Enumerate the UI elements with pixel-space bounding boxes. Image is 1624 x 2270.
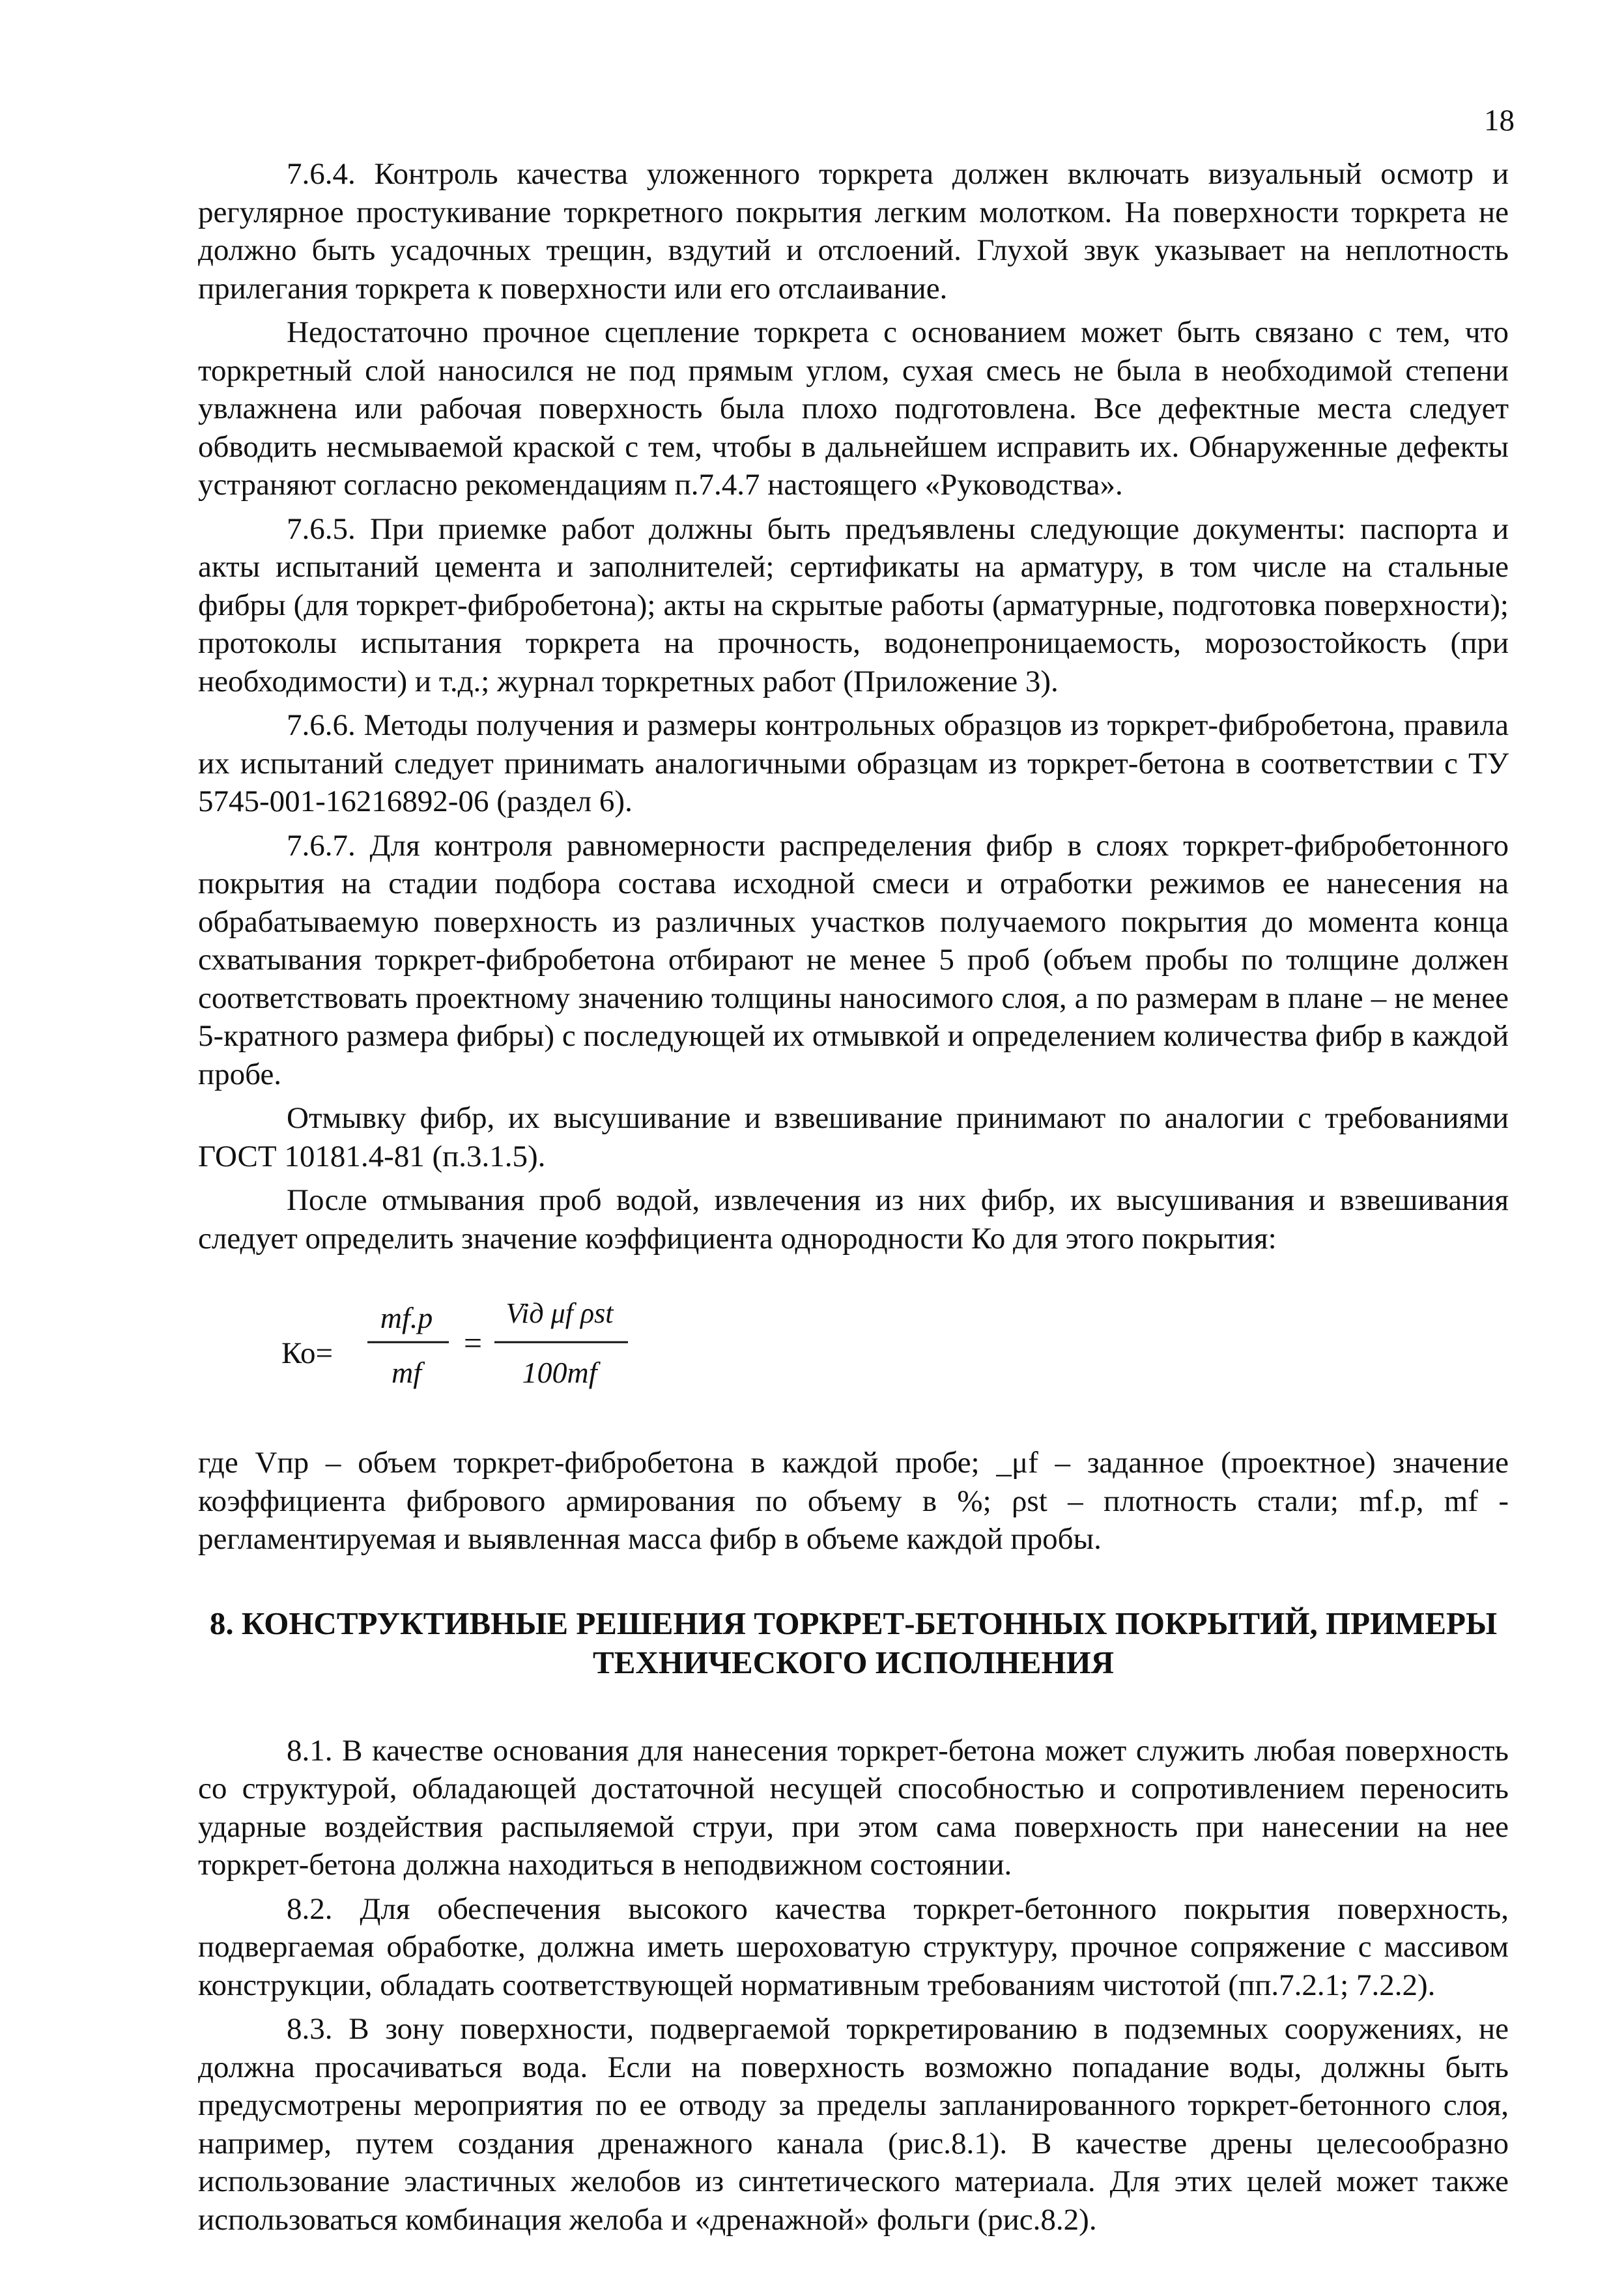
paragraph-7-6-4: 7.6.4. Контроль качества уложенного торкрета должен включать визуальный осмотр и регулярное простукивание торкретного покрытия легким молотком. На поверхности торкрета не должно быть усадочных трещин, вздутий и отслоений. Глухой звук указывает на неплотность прилегания торкрета к поверхности или его отслаивание. <box>198 157 1509 306</box>
paragraph-coefficient: После отмывания проб водой, извлечения из них фибр, их высушивания и взвешивания следует определить значение коэффициента однородности Ко для этого покрытия: <box>198 1183 1509 1256</box>
fraction2-numerator: Viд μf ρst <box>506 1297 614 1329</box>
paragraph-8-3: 8.3. В зону поверхности, подвергаемой торкретированию в подземных сооружениях, не должна просачиваться вода. Если на поверхность возможно попадание воды, должны быть предусмотрены мероприятия по ее отводу за пределы запланированного торкрет-бетонного слоя, например, путем создания дренажного канала (рис.8.1). В качестве дрены целесообразно использование эластичных желобов из синтетического материала. Для этих целей может также использоваться комбинация желоба и «дренажной» фольги (рис.8.2). <box>198 2012 1509 2237</box>
formula-legend: где Vпр – объем торкрет-фибробетона в каждой пробе; _μf – заданное (проектное) значение коэффициента фибрового армирования по объему в %; ρst – плотность стали; mf.p, mf - регламентируемая и выявленная масса фибр в объеме каждой пробы. <box>198 1446 1509 1556</box>
paragraph-8-2: 8.2. Для обеспечения высокого качества торкрет-бетонного покрытия поверхность, подвергаемая обработке, должна иметь шероховатую структуру, прочное сопряжение с массивом конструкции, обладать соответствующей нормативным требованиям чистотой (пп.7.2.1; 7.2.2). <box>198 1891 1509 2002</box>
paragraph-7-6-7: 7.6.7. Для контроля равномерности распределения фибр в слоях торкрет-фибробетонного покрытия на стадии подбора состава исходной смеси и отработки режимов ее нанесения на обрабатываемую поверхность из различных участков получаемого покрытия до момента конца схватывания торкрет-фибробетона отбирают не менее 5 проб (объем пробы по толщине должен соответствовать проектному значению толщины наносимого слоя, а по размерам в плане – не менее 5-кратного размера фибры) с последующей их отмывкой и определением количества фибр в каждой пробе. <box>198 828 1509 1091</box>
section-8-heading-line-1: 8. КОНСТРУКТИВНЫЕ РЕШЕНИЯ ТОРКРЕТ-БЕТОННЫХ ПОКРЫТИЙ, ПРИМЕРЫ <box>209 1605 1498 1641</box>
formula-fractions <box>361 1277 700 1420</box>
uniformity-formula <box>198 1277 1509 1420</box>
paragraph-7-6-5: 7.6.5. При приемке работ должны быть предъявлены следующие документы: паспорта и акты испытаний цемента и заполнителей; сертификаты на арматуру, в том числе на стальные фибры (для торкрет-фибробетона); акты на скрытые работы (арматурные, подготовка поверхности); протоколы испытания торкрета на прочность, водонепроницаемость, морозостойкость (при необходимости) и т.д.; журнал торкретных работ (Приложение 3). <box>198 511 1509 698</box>
fraction1-numerator: mf.p <box>380 1301 433 1334</box>
paragraph-8-1: 8.1. В качестве основания для нанесения торкрет-бетона может служить любая поверхность со структурой, обладающей достаточной несущей способностью и сопротивлением переносить ударные воздействия распыляемой струи, при этом сама поверхность при нанесении на нее торкрет-бетона должна находиться в неподвижном состоянии. <box>198 1733 1509 1882</box>
document-body <box>198 155 1509 2245</box>
section-8-heading <box>198 1604 1509 1682</box>
fraction1-denominator: mf <box>392 1356 421 1389</box>
fraction2-denominator: 100mf <box>522 1356 597 1389</box>
paragraph-washing: Отмывку фибр, их высушивание и взвешивание принимают по аналогии с требованиями ГОСТ 10181.4-81 (п.3.1.5). <box>198 1101 1509 1173</box>
paragraph-7-6-6: 7.6.6. Методы получения и размеры контрольных образцов из торкрет-фибробетона, правила их испытаний следует принимать аналогичными образцам из торкрет-бетона в соответствии с ТУ 5745-001-16216892-06 (раздел 6). <box>198 708 1509 818</box>
page-number: 18 <box>1484 104 1515 137</box>
section-8-heading-line-2: ТЕХНИЧЕСКОГО ИСПОЛНЕНИЯ <box>593 1644 1114 1680</box>
formula-equals: = <box>463 1325 483 1361</box>
paragraph-adhesion: Недостаточно прочное сцепление торкрета с основанием может быть связано с тем, что торкретный слой наносился не под прямым углом, сухая смесь не была в необходимой степени увлажнена или рабочая поверхность была плохо подготовлена. Все дефектные места следует обводить несмываемой краской с тем, чтобы в дальнейшем исправить их. Обнаруженные дефекты устраняют согласно рекомендациям п.7.4.7 настоящего «Руководства». <box>198 315 1509 502</box>
formula-label: Ко= <box>281 1336 334 1370</box>
